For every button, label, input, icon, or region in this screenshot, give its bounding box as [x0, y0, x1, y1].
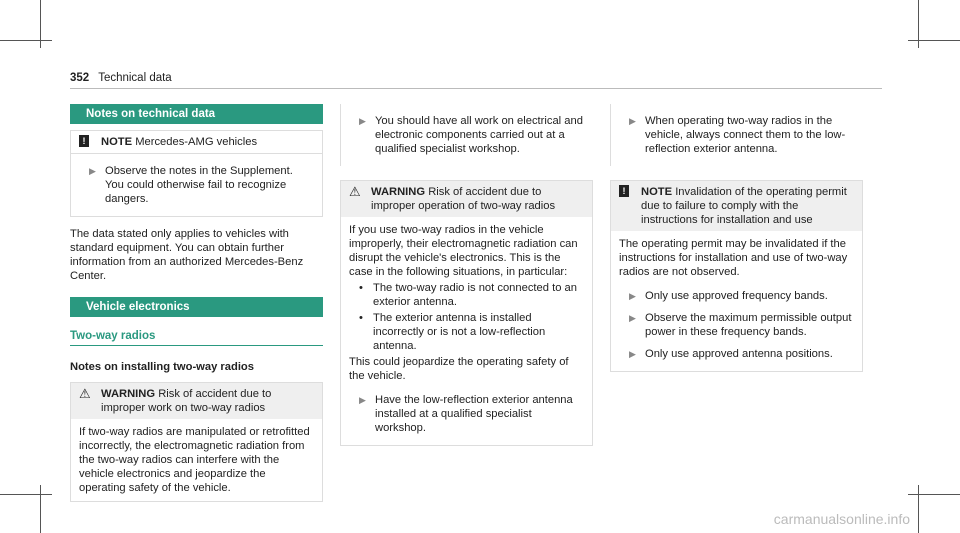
warning-icon: ⚠ [79, 386, 91, 401]
heading: Notes on installing two-way radios [70, 361, 254, 373]
arrow-icon: ▶ [359, 395, 366, 405]
header-divider [70, 88, 882, 89]
section-title: Notes on technical data [70, 104, 323, 124]
crop-mark [0, 40, 52, 41]
note-icon: ! [79, 135, 89, 147]
crop-mark [908, 494, 960, 495]
instruction-step: ▶ Only use approved frequency bands. [619, 285, 854, 307]
warning-box: ⚠ WARNING Risk of accident due to improper work on two-way radios If two-way radios are manipulated or retrofitted incorrectly, the electromagnetic radiation from the two-way radios can interfere with the vehicle electronics and jeopardize the operating safety of the vehicle. [70, 382, 323, 502]
instruction-step: ▶ Only use approved antenna positions. [619, 343, 854, 365]
column-2 [340, 104, 593, 446]
crop-mark [40, 485, 41, 533]
arrow-icon: ▶ [359, 116, 366, 126]
paragraph: The data stated only applies to vehicles with standard equipment. You can obtain further information from an authorized Mercedes-Benz Center. [70, 228, 304, 282]
instruction-step: ▶ Observe the notes in the Supplement. You could otherwise fail to recognize dangers. [79, 160, 314, 210]
arrow-icon: ▶ [629, 291, 636, 301]
watermark: carmanualsonline.info [773, 511, 910, 527]
page-number: 352 [70, 72, 90, 84]
crop-mark [0, 494, 52, 495]
subsection-title: Two-way radios [70, 329, 323, 346]
arrow-icon: ▶ [629, 349, 636, 359]
list-item: • The two-way radio is not connected to an exterior antenna. [373, 281, 584, 309]
instruction-step: ▶ Have the low-reflection exterior antenna installed at a qualified specialist workshop. [349, 389, 584, 439]
crop-mark [918, 485, 919, 533]
section-title: Vehicle electronics [70, 297, 323, 317]
list-item: • The exterior antenna is installed incorrectly or is not a low-reflection antenna. [373, 311, 584, 353]
note-icon: ! [619, 185, 629, 197]
page-header [70, 72, 172, 84]
page-title: Technical data [98, 72, 172, 84]
instruction-step-container [610, 104, 863, 166]
arrow-icon: ▶ [629, 313, 636, 323]
column-3 [610, 104, 863, 372]
note-box: ! NOTE Invalidation of the operating permit due to failure to comply with the instructions for installation and use The operating permit may be invalidated if the instructions for installation and use of two-way radios are not observed. ▶ Only use approved frequency bands. ▶ Observe the maximum permissible output power in these frequency bands. ▶ Only use approved antenna positions. [610, 180, 863, 372]
instruction-step-container [340, 104, 593, 166]
warning-box: ⚠ WARNING Risk of accident due to improper operation of two-way radios If you use two-way radios in the vehicle improperly, their electromagnetic radiation can disrupt the vehicle's electronics. This is the case in the following situations, in particular: • The two-way radio is not connected to an exterior antenna. • The exterior antenna is installed incorrectly or is not a low-reflection antenna. This could jeopardize the operating safety of the vehicle. ▶ Have the low-reflection exterior antenna installed at a qualified specialist workshop. [340, 180, 593, 446]
bullet-list [349, 281, 584, 353]
arrow-icon: ▶ [89, 166, 96, 176]
instruction-step: ▶ Observe the maximum permissible output power in these frequency bands. [619, 307, 854, 343]
instruction-step: ▶ You should have all work on electrical and electronic components carried out at a qualified specialist workshop. [349, 110, 585, 160]
column-1 [70, 104, 323, 502]
instruction-step: ▶ When operating two-way radios in the vehicle, always connect them to the low-reflection exterior antenna. [619, 110, 855, 160]
crop-mark [908, 40, 960, 41]
warning-icon: ⚠ [349, 184, 361, 199]
note-box: ! NOTE Mercedes-AMG vehicles ▶ Observe the notes in the Supplement. You could otherwise fail to recognize dangers. [70, 130, 323, 217]
arrow-icon: ▶ [629, 116, 636, 126]
